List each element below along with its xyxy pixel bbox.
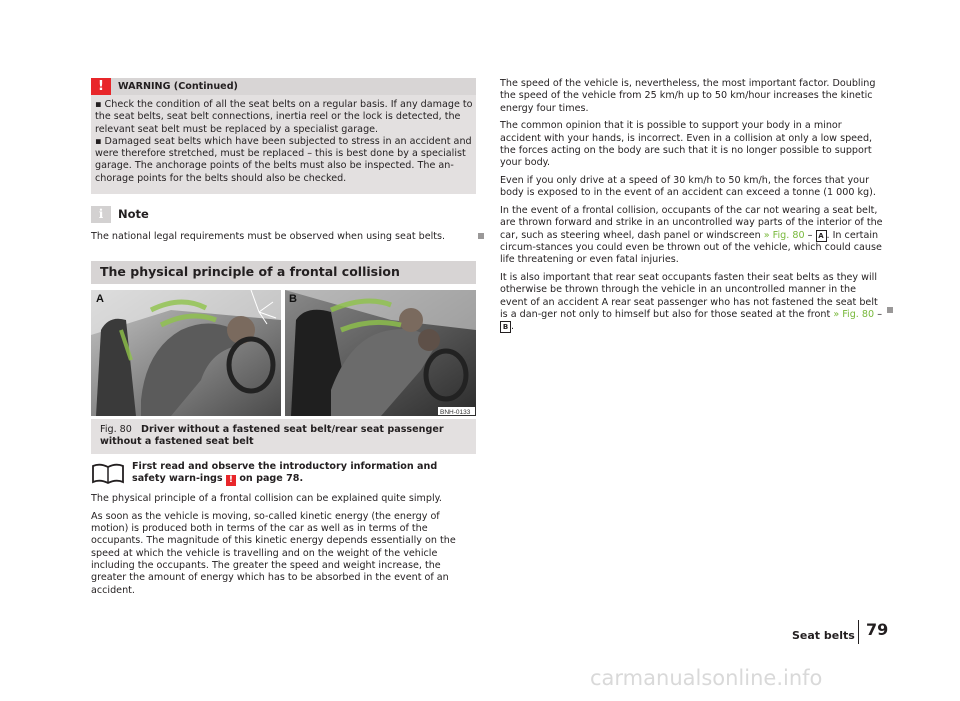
- rear-occupants-dash: –: [877, 309, 882, 321]
- rear-occupants-text: It is also important that rear seat occupants fasten their seat belts as they will otherwise be thrown through the vehicle in an uncontrolled manner in the event of an accident A rear seat passenger who has not fastened the seat belt is a dan-ger not only to himself but also for those seated at the front: [500, 272, 878, 321]
- figure-80-illustration: [91, 290, 476, 416]
- paragraph-forces: Even if you only drive at a speed of 30 km/h to 50 km/h, the forces that your body is exposed to in the event of an accident can exceed a tonne (1 000 kg).: [500, 175, 876, 199]
- page-number: 79: [866, 620, 889, 639]
- paragraph-speed: The speed of the vehicle is, nevertheless, the most important factor. Doubling the speed of the vehicle from 25 km/h up to 50 km/hour increases the kinetic energy four times.: [500, 78, 876, 114]
- warning-title: WARNING (Continued): [118, 81, 238, 92]
- figure-caption-number: Fig. 80: [100, 424, 132, 435]
- figure-caption-text: Driver without a fastened seat belt/rear seat passenger without a fastened seat belt: [100, 424, 444, 448]
- warning-exclamation-icon: !: [91, 78, 111, 95]
- panel-b-label: B: [289, 293, 297, 305]
- inline-warning-icon: !: [226, 475, 236, 486]
- frontal-collision-text: In the event of a frontal collision, occupants of the car not wearing a seat belt, are thrown forward and strike in an uncontrolled way parts of the interior of the car, such as steering wheel, dash panel or windscreen: [500, 205, 883, 241]
- open-book-icon: [91, 462, 125, 486]
- warning-body: [91, 99, 475, 185]
- note-info-icon: i: [91, 206, 111, 223]
- note-title: Note: [118, 207, 149, 221]
- fig-80-link-a[interactable]: » Fig. 80: [763, 229, 805, 241]
- note-text: The national legal requirements must be observed when using seat belts.: [91, 231, 446, 242]
- figure-caption: [100, 424, 470, 449]
- footer-section-name: Seat belts: [792, 629, 855, 642]
- label-b-icon: B: [500, 321, 511, 333]
- footer-divider: [858, 620, 859, 644]
- warning-paragraph-1: ▪ Check the condition of all the seat belts on a regular basis. If any damage to the seat belts, seat belt connections, inertia reel or the lock is detected, the relevant seat belt must be replaced by a specialist garage.: [95, 99, 473, 135]
- frontal-collision-text-end: . In certain circum-stances you could even be thrown out of the vehicle, which could cause life threatening or even fatal injuries.: [500, 229, 882, 266]
- section-end-marker-icon: [478, 233, 484, 239]
- left-column-body: [91, 493, 476, 602]
- paragraph-support-body: The common opinion that it is possible to support your body in a minor accident with your hands, is incorrect. Even in a collision at only a low speed, the forces acting on the body are such that it is no longer possible to support your body.: [500, 120, 873, 169]
- fig-80-link-b[interactable]: » Fig. 80: [833, 309, 875, 321]
- read-first-page-ref[interactable]: on page 78.: [239, 473, 304, 485]
- panel-b-passenger-head: [399, 308, 423, 332]
- section-title: The physical principle of a frontal collision: [100, 264, 400, 279]
- read-first-text: First read and observe the introductory information and safety warn-ings: [132, 461, 438, 485]
- figure-code: BNH-0133: [440, 409, 471, 416]
- label-a-icon: A: [816, 230, 827, 242]
- watermark: carmanualsonline.info: [590, 666, 823, 690]
- paragraph-kinetic-energy: As soon as the vehicle is moving, so-called kinetic energy (the energy of motion) is produced both in terms of the car as well as in terms of the occupants. The magnitude of this kinetic energy depends essentially on the speed at which the vehicle is travelling and on the weight of the vehicle including the occupants. The greater the speed and weight increase, the greater the amount of energy which has to be absorbed in the event of an accident.: [91, 510, 456, 596]
- warning-paragraph-2: ▪ Damaged seat belts which have been subjected to stress in an accident and were therefore stretched, must be replaced – this is best done by a specialist garage. The anchorage points of the belts must also be inspected. The an-chorage points for the belts should also be checked.: [95, 135, 472, 184]
- read-first-notice: [132, 461, 472, 486]
- rear-occupants-text-end: .: [511, 321, 515, 333]
- right-column-body: [500, 78, 885, 339]
- paragraph-intro: The physical principle of a frontal collision can be explained quite simply.: [91, 493, 442, 504]
- panel-b-driver-head: [418, 329, 440, 351]
- paragraph-rear-occupants: [500, 272, 885, 333]
- frontal-collision-dash: –: [807, 229, 813, 241]
- section-end-marker-icon: [887, 307, 893, 313]
- panel-a-label: A: [96, 293, 104, 305]
- paragraph-frontal-collision: [500, 205, 885, 266]
